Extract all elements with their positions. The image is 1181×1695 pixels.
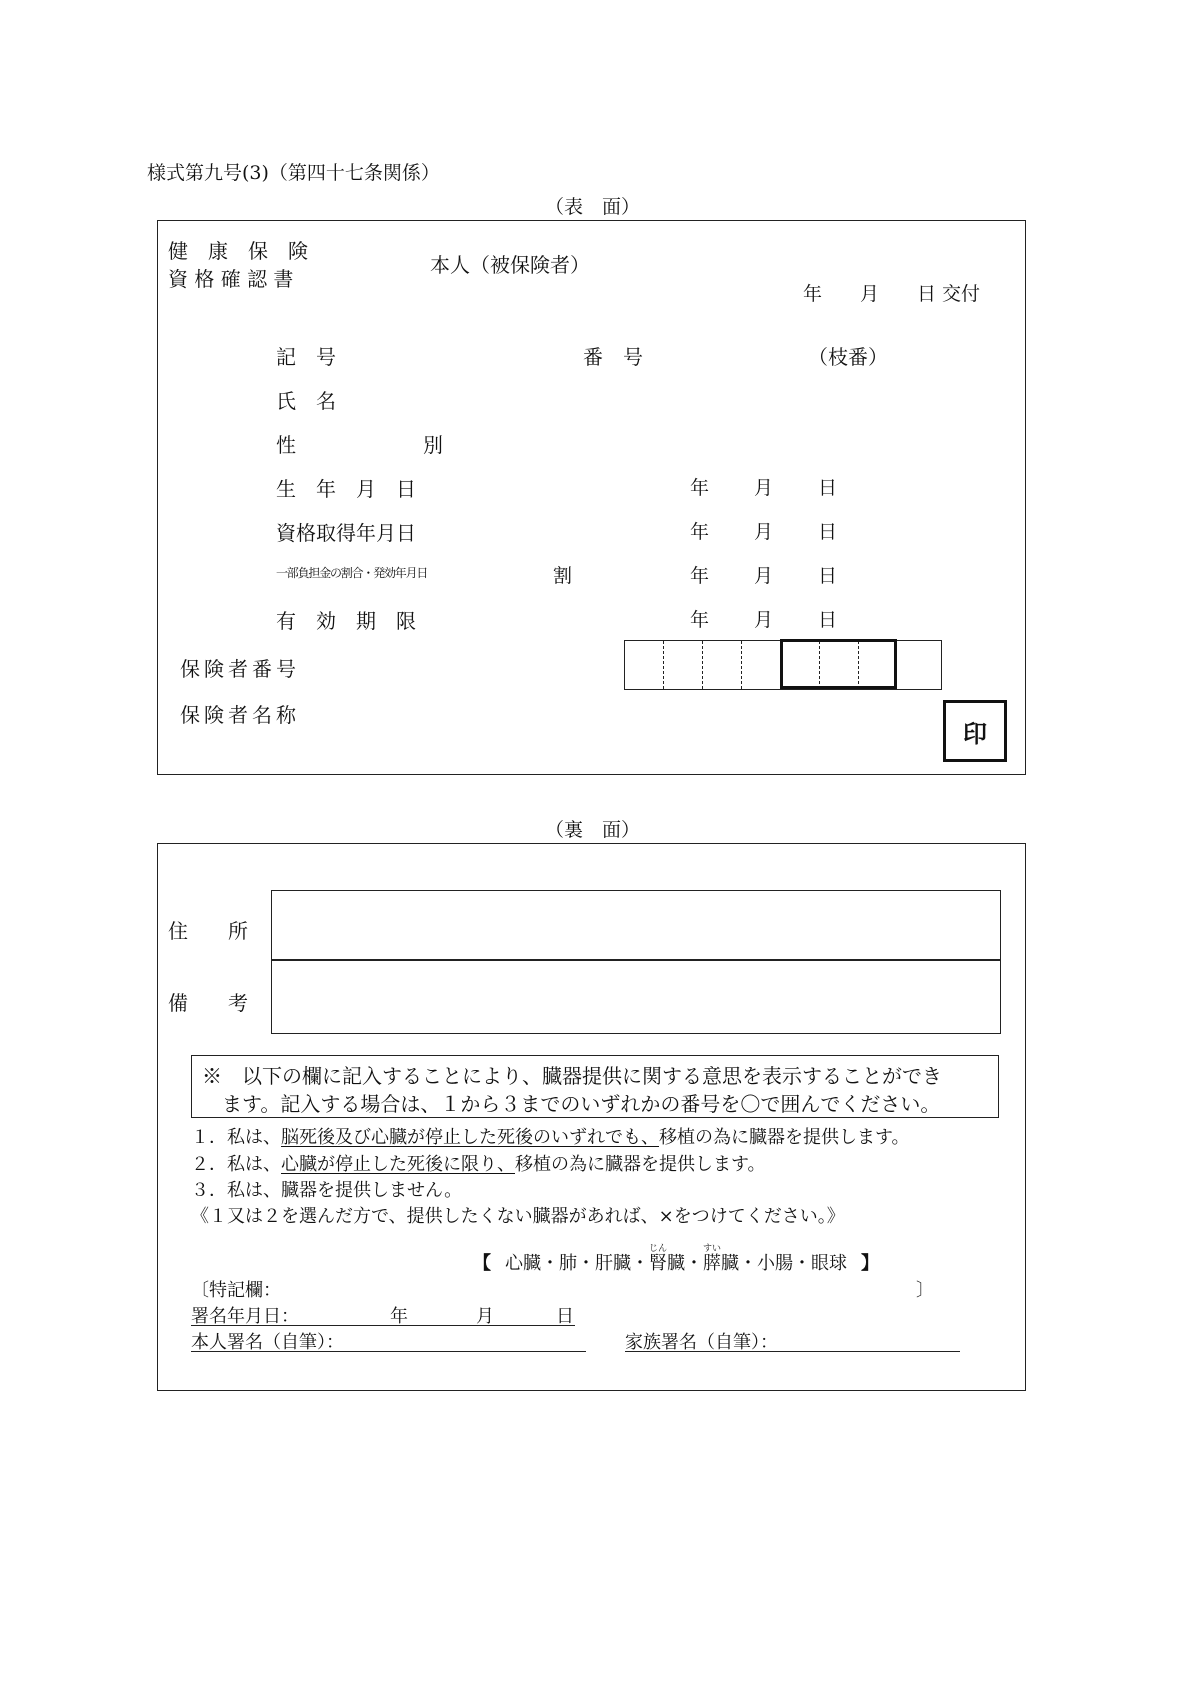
option-condition: 脳死後及び心臓が停止した死後のいずれでも、 [281, 1127, 659, 1148]
self-sign-label: 本人署名（自筆）： [191, 1332, 344, 1353]
label-kigo: 記 号 [276, 345, 336, 369]
holder-type: 本人（被保険者） [430, 253, 590, 277]
notice-line-1: ※ 以下の欄に記入することにより、臓器提供に関する意思を表示することができ [202, 1064, 942, 1088]
front-caption: （表 面） [545, 196, 641, 218]
option-number: ２． [191, 1154, 227, 1175]
label-seibetsu-2: 別 [423, 433, 443, 457]
sign-date-day: 日 [556, 1306, 574, 1327]
digit-divider [741, 641, 742, 689]
date-unit-year: 年 [690, 521, 710, 543]
family-sign-label: 家族署名（自筆）： [625, 1332, 778, 1353]
sign-date-month: 月 [476, 1306, 494, 1327]
remarks-field[interactable] [271, 959, 1001, 1034]
sign-date-line[interactable] [191, 1325, 575, 1326]
date-unit-day: 日 [818, 609, 838, 631]
option-prefix: 私は、 [227, 1127, 281, 1148]
label-yuko-kigen: 有 効 期 限 [276, 609, 416, 633]
organ-exclusion-note: 《１又は２を選んだ方で、提供したくない臓器があれば、×をつけてください。》 [191, 1206, 845, 1227]
self-sign-line[interactable] [191, 1351, 586, 1352]
option-prefix: 私は、 [227, 1154, 281, 1175]
insurer-number-boxes[interactable] [624, 640, 942, 690]
label-seinengappi: 生 年 月 日 [276, 477, 416, 501]
date-unit-month: 月 [754, 565, 774, 587]
label-seibetsu-1: 性 [276, 433, 296, 457]
pancreas-ruby: 膵すい [703, 1244, 722, 1274]
label-ichibu-futan: 一部負担金の割合・発効年月日 [276, 566, 428, 580]
date-unit-year: 年 [690, 609, 710, 631]
option-condition: 心臓が停止した死後に限り、 [281, 1154, 515, 1175]
label-hokensha-bango: 保険者番号 [180, 657, 300, 681]
digit-divider [702, 641, 703, 689]
organ-option-2[interactable] [191, 1150, 766, 1176]
back-card [157, 843, 1026, 1391]
label-shimei: 氏 名 [276, 389, 336, 413]
date-unit-day: 日 [818, 477, 838, 499]
organs-b: 臓・ [667, 1253, 703, 1274]
notice-line-2: ます。記入する場合は、１から３までのいずれかの番号を〇で囲んでください。 [222, 1092, 941, 1116]
special-notes-close: 〕 [916, 1280, 934, 1301]
label-wari: 割 [553, 565, 573, 587]
sign-date-label: 署名年月日： [191, 1306, 299, 1327]
label-biko: 備 考 [168, 991, 248, 1015]
date-unit-month: 月 [754, 477, 774, 499]
organ-option-3[interactable]: ３．私は、臓器を提供しません。 [191, 1180, 463, 1201]
family-sign-line[interactable] [625, 1351, 960, 1352]
sign-date-year: 年 [390, 1306, 408, 1327]
address-field[interactable] [271, 890, 1001, 961]
date-unit-year: 年 [690, 565, 710, 587]
front-card [157, 220, 1026, 775]
card-title-line2: 資 格 確 認 書 [168, 267, 294, 291]
seal-box: 印 [943, 700, 1007, 762]
issue-date: 年 月 日 交付 [803, 283, 981, 305]
date-unit-day: 日 [818, 521, 838, 543]
organ-list[interactable] [473, 1244, 879, 1275]
organ-list-close: 】 [861, 1253, 879, 1274]
kidney-ruby: 腎じん [649, 1244, 668, 1274]
form-id: 様式第九号(3)（第四十七条関係） [147, 162, 440, 184]
option-number: １． [191, 1127, 227, 1148]
option-statement: 移植の為に臓器を提供します。 [659, 1127, 910, 1148]
date-unit-month: 月 [754, 609, 774, 631]
insurer-number-emphasis [780, 639, 897, 689]
label-hokensha-meisho: 保険者名称 [180, 703, 300, 727]
organ-list-open: 【 [473, 1253, 491, 1274]
label-jusho: 住 所 [168, 919, 248, 943]
option-statement: 移植の為に臓器を提供します。 [515, 1154, 766, 1175]
organ-option-1[interactable] [191, 1123, 910, 1149]
date-unit-month: 月 [754, 521, 774, 543]
digit-divider [663, 641, 664, 689]
label-shikaku-shutoku: 資格取得年月日 [276, 521, 416, 545]
organ-notice-box [191, 1055, 999, 1118]
label-edaban: （枝番） [808, 345, 888, 369]
organs-a: 心臓・肺・肝臓・ [505, 1253, 649, 1274]
back-caption: （裏 面） [545, 819, 641, 841]
label-bango: 番 号 [583, 345, 643, 369]
organs-c: 臓・小腸・眼球 [721, 1253, 847, 1274]
date-unit-year: 年 [690, 477, 710, 499]
card-title-line1: 健 康 保 険 [168, 239, 308, 263]
special-notes-open: 〔特記欄： [191, 1280, 281, 1301]
date-unit-day: 日 [818, 565, 838, 587]
